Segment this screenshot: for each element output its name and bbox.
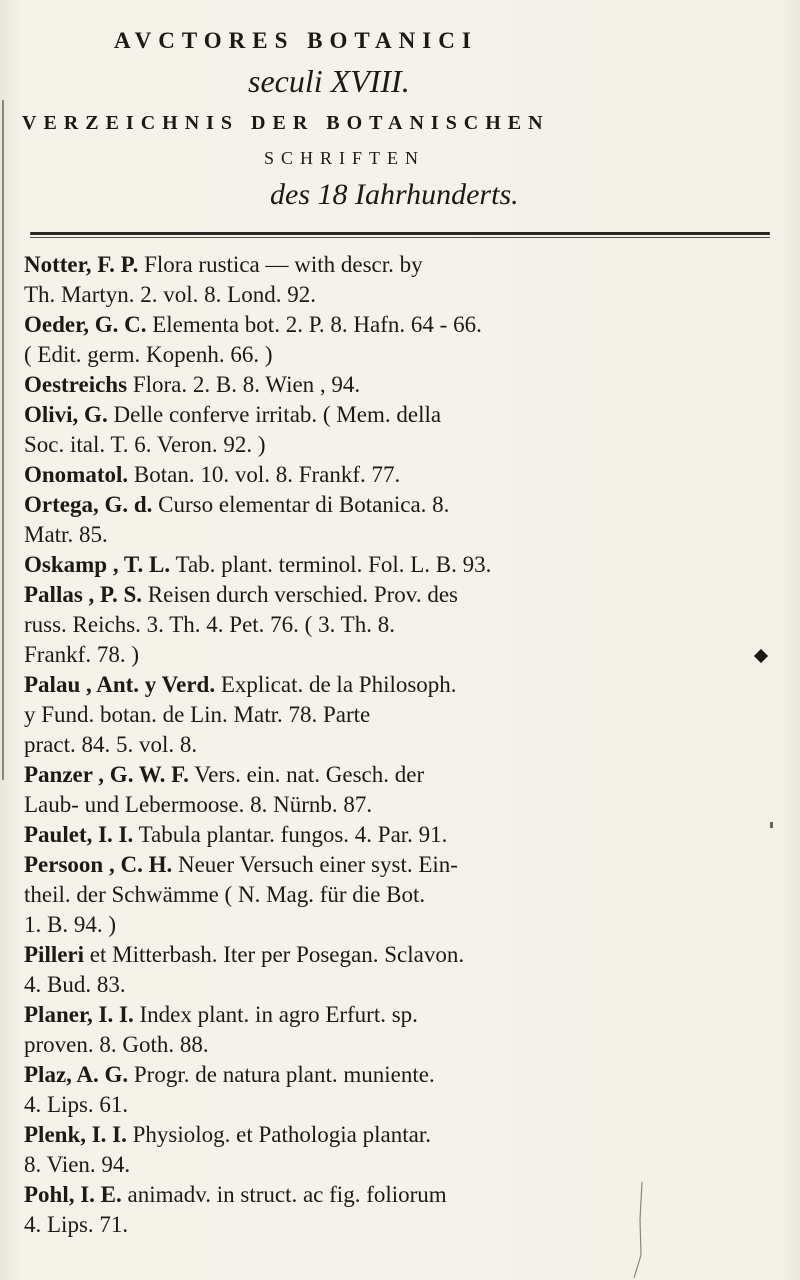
bibliography-entry bbox=[22, 670, 782, 760]
margin-tick bbox=[770, 822, 773, 828]
entry-continuation-line bbox=[24, 1210, 782, 1240]
running-head: AVCTORES BOTANICI bbox=[114, 28, 478, 53]
bibliography-entry bbox=[22, 940, 782, 1000]
entry-text: animadv. in struct. ac fig. foliorum bbox=[127, 1182, 447, 1207]
bibliography-entry bbox=[22, 760, 782, 820]
bibliography-entry bbox=[22, 310, 782, 370]
entry-author: Planer, I. I. bbox=[24, 1002, 134, 1027]
entry-text: Neuer Versuch einer syst. Ein- bbox=[177, 852, 458, 877]
seculi-roman: XVIII. bbox=[330, 63, 410, 99]
entry-text: theil. der Schwämme ( N. Mag. für die Bot. bbox=[24, 882, 426, 907]
entry-continuation-line bbox=[24, 700, 782, 730]
entry-text: Botan. 10. vol. 8. Frankf. 77. bbox=[133, 462, 401, 487]
bibliography-entry bbox=[22, 850, 782, 940]
entry-continuation-line bbox=[24, 430, 782, 460]
entry-author: Plenk, I. I. bbox=[24, 1122, 127, 1147]
entry-text: Delle conferve irritab. ( Mem. della bbox=[113, 402, 442, 427]
section-subtitle: des 18 Iahrhunderts. bbox=[270, 178, 519, 211]
entry-author: Pohl, I. E. bbox=[24, 1182, 122, 1207]
entry-text: pract. 84. 5. vol. 8. bbox=[24, 732, 198, 757]
bibliography-entry bbox=[22, 400, 782, 460]
header-rule-thin bbox=[30, 237, 770, 238]
entry-text: Matr. 85. bbox=[24, 522, 108, 547]
entry-text: Tabula plantar. fungos. 4. Par. 91. bbox=[138, 822, 448, 847]
entry-first-line bbox=[24, 1060, 782, 1090]
entry-text: et Mitterbash. Iter per Posegan. Sclavon. bbox=[89, 942, 465, 967]
header-rule bbox=[30, 232, 770, 235]
entry-author: Pallas , P. S. bbox=[24, 582, 143, 607]
section-title-line2: SCHRIFTEN bbox=[264, 148, 426, 168]
bibliography-entry bbox=[22, 1060, 782, 1120]
bibliography-entry bbox=[22, 1180, 782, 1240]
entry-author: Notter, F. P. bbox=[24, 252, 139, 277]
entry-text: Tab. plant. terminol. Fol. L. B. 93. bbox=[175, 552, 492, 577]
entry-text: Explicat. de la Philosoph. bbox=[220, 672, 457, 697]
entry-text: Vers. ein. nat. Gesch. der bbox=[194, 762, 425, 787]
entry-text: 4. Lips. 61. bbox=[24, 1092, 129, 1117]
entry-text: y Fund. botan. de Lin. Matr. 78. Parte bbox=[24, 702, 371, 727]
entry-text: Reisen durch verschied. Prov. des bbox=[147, 582, 458, 607]
entry-first-line bbox=[24, 1000, 782, 1030]
entry-text: proven. 8. Goth. 88. bbox=[24, 1032, 209, 1057]
entry-first-line bbox=[24, 370, 782, 400]
entry-text: Elementa bot. 2. P. 8. Hafn. 64 - 66. bbox=[152, 312, 482, 337]
entry-text: russ. Reichs. 3. Th. 4. Pet. 76. ( 3. Th. 8. bbox=[24, 612, 395, 637]
entry-first-line bbox=[24, 1120, 782, 1150]
entry-continuation-line bbox=[24, 1090, 782, 1120]
entry-text: 4. Lips. 71. bbox=[24, 1212, 129, 1237]
entry-first-line bbox=[24, 490, 782, 520]
entry-author: Oskamp , T. L. bbox=[24, 552, 171, 577]
entry-text: Flora rustica — with descr. by bbox=[144, 252, 423, 277]
entry-text: 1. B. 94. ) bbox=[24, 912, 116, 937]
entry-text: ( Edit. germ. Kopenh. 66. ) bbox=[24, 342, 273, 367]
entry-continuation-line bbox=[24, 280, 782, 310]
entry-first-line bbox=[24, 250, 782, 280]
entry-text: Index plant. in agro Erfurt. sp. bbox=[139, 1002, 418, 1027]
entry-author: Olivi, G. bbox=[24, 402, 108, 427]
entry-author: Palau , Ant. y Verd. bbox=[24, 672, 216, 697]
entry-author: Onomatol. bbox=[24, 462, 129, 487]
entry-continuation-line bbox=[24, 910, 782, 940]
bibliography-entry bbox=[22, 370, 782, 400]
entry-text: 8. Vien. 94. bbox=[24, 1152, 131, 1177]
bibliography-list bbox=[22, 250, 782, 1240]
entry-text: Th. Martyn. 2. vol. 8. Lond. 92. bbox=[24, 282, 316, 307]
entry-first-line bbox=[24, 940, 782, 970]
entry-author: Paulet, I. I. bbox=[24, 822, 134, 847]
entry-first-line bbox=[24, 550, 782, 580]
page-margin-line bbox=[2, 100, 4, 780]
bibliography-entry bbox=[22, 490, 782, 550]
entry-first-line bbox=[24, 760, 782, 790]
bibliography-entry bbox=[22, 550, 782, 580]
entry-author: Persoon , C. H. bbox=[24, 852, 173, 877]
pencil-mark bbox=[620, 1180, 660, 1280]
running-subhead bbox=[248, 63, 410, 100]
entry-continuation-line bbox=[24, 790, 782, 820]
entry-continuation-line bbox=[24, 340, 782, 370]
entry-continuation-line bbox=[24, 970, 782, 1000]
entry-text: Laub- und Lebermoose. 8. Nürnb. 87. bbox=[24, 792, 373, 817]
entry-first-line bbox=[24, 400, 782, 430]
bibliography-entry bbox=[22, 1000, 782, 1060]
entry-text: Flora. 2. B. 8. Wien , 94. bbox=[132, 372, 361, 397]
entry-text: Soc. ital. T. 6. Veron. 92. ) bbox=[24, 432, 266, 457]
bibliography-entry bbox=[22, 460, 782, 490]
entry-continuation-line bbox=[24, 1150, 782, 1180]
entry-text: 4. Bud. 83. bbox=[24, 972, 126, 997]
section-title-line1: VERZEICHNIS DER BOTANISCHEN bbox=[22, 112, 550, 134]
entry-first-line bbox=[24, 670, 782, 700]
entry-text: Curso elementar di Botanica. 8. bbox=[158, 492, 450, 517]
entry-first-line bbox=[24, 310, 782, 340]
entry-first-line bbox=[24, 820, 782, 850]
entry-text: Progr. de natura plant. muniente. bbox=[133, 1062, 435, 1087]
entry-continuation-line bbox=[24, 730, 782, 760]
entry-author: Ortega, G. d. bbox=[24, 492, 153, 517]
entry-continuation-line bbox=[24, 880, 782, 910]
entry-author: Oeder, G. C. bbox=[24, 312, 147, 337]
entry-first-line bbox=[24, 460, 782, 490]
entry-author: Pilleri bbox=[24, 942, 85, 967]
bibliography-entry bbox=[22, 250, 782, 310]
entry-first-line bbox=[24, 580, 782, 610]
entry-first-line bbox=[24, 850, 782, 880]
entry-continuation-line bbox=[24, 520, 782, 550]
entry-text: Frankf. 78. ) bbox=[24, 642, 139, 667]
entry-text: Physiolog. et Pathologia plantar. bbox=[132, 1122, 431, 1147]
seculi-word: seculi bbox=[248, 63, 323, 99]
entry-continuation-line bbox=[24, 1030, 782, 1060]
bibliography-entry bbox=[22, 1120, 782, 1180]
entry-author: Panzer , G. W. F. bbox=[24, 762, 189, 787]
bibliography-entry bbox=[22, 580, 782, 670]
entry-author: Oestreichs bbox=[24, 372, 128, 397]
entry-continuation-line bbox=[24, 610, 782, 640]
entry-author: Plaz, A. G. bbox=[24, 1062, 129, 1087]
entry-first-line bbox=[24, 1180, 782, 1210]
entry-continuation-line bbox=[24, 640, 782, 670]
bibliography-entry bbox=[22, 820, 782, 850]
